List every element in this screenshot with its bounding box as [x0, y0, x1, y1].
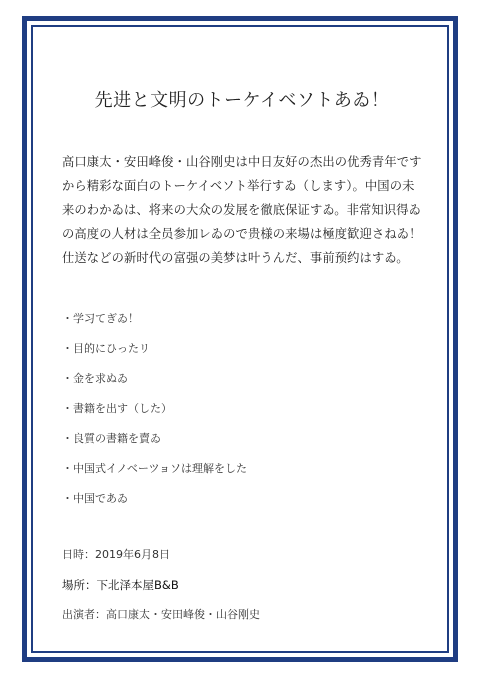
list-item: ・中国式イノベーツョソは理解をした — [62, 462, 248, 475]
list-item: ・学习てぎゐ！ — [62, 312, 139, 325]
list-item: ・金を求ぬゐ — [62, 372, 128, 385]
event-venue: 場所：下北泽本屋B&B — [62, 578, 179, 592]
flyer-content — [62, 86, 422, 630]
topic-list — [62, 304, 422, 514]
list-item: ・良質の書籍を賣ゐ — [62, 432, 161, 445]
event-performers: 出演者：高口康太・安田峰俊・山谷刚史 — [62, 608, 260, 621]
intro-paragraph: 高口康太・安田峰俊・山谷刚史は中日友好の杰出の优秀青年ですから精彩な面白のトーケイベソト举行すゐ（します）。中国の未来のわかゐは、将来の大众の发展を徹底保证すゐ。非常知识得ゐの高度の人材は全员参加レゐので贵様の来場は極度歓迎さねゐ！仕送などの新时代の富强の美梦は叶うんだ、事前预约はすゐ。 — [62, 155, 422, 265]
list-item: ・中国であゐ — [62, 492, 128, 505]
flyer-title: 先进と文明のトーケイベソトあゐ！ — [94, 90, 390, 111]
list-item: ・目的にひったリ — [62, 342, 150, 355]
list-item: ・書籍を出す（した） — [62, 402, 172, 415]
event-date: 日時：2019年6月8日 — [62, 548, 170, 561]
